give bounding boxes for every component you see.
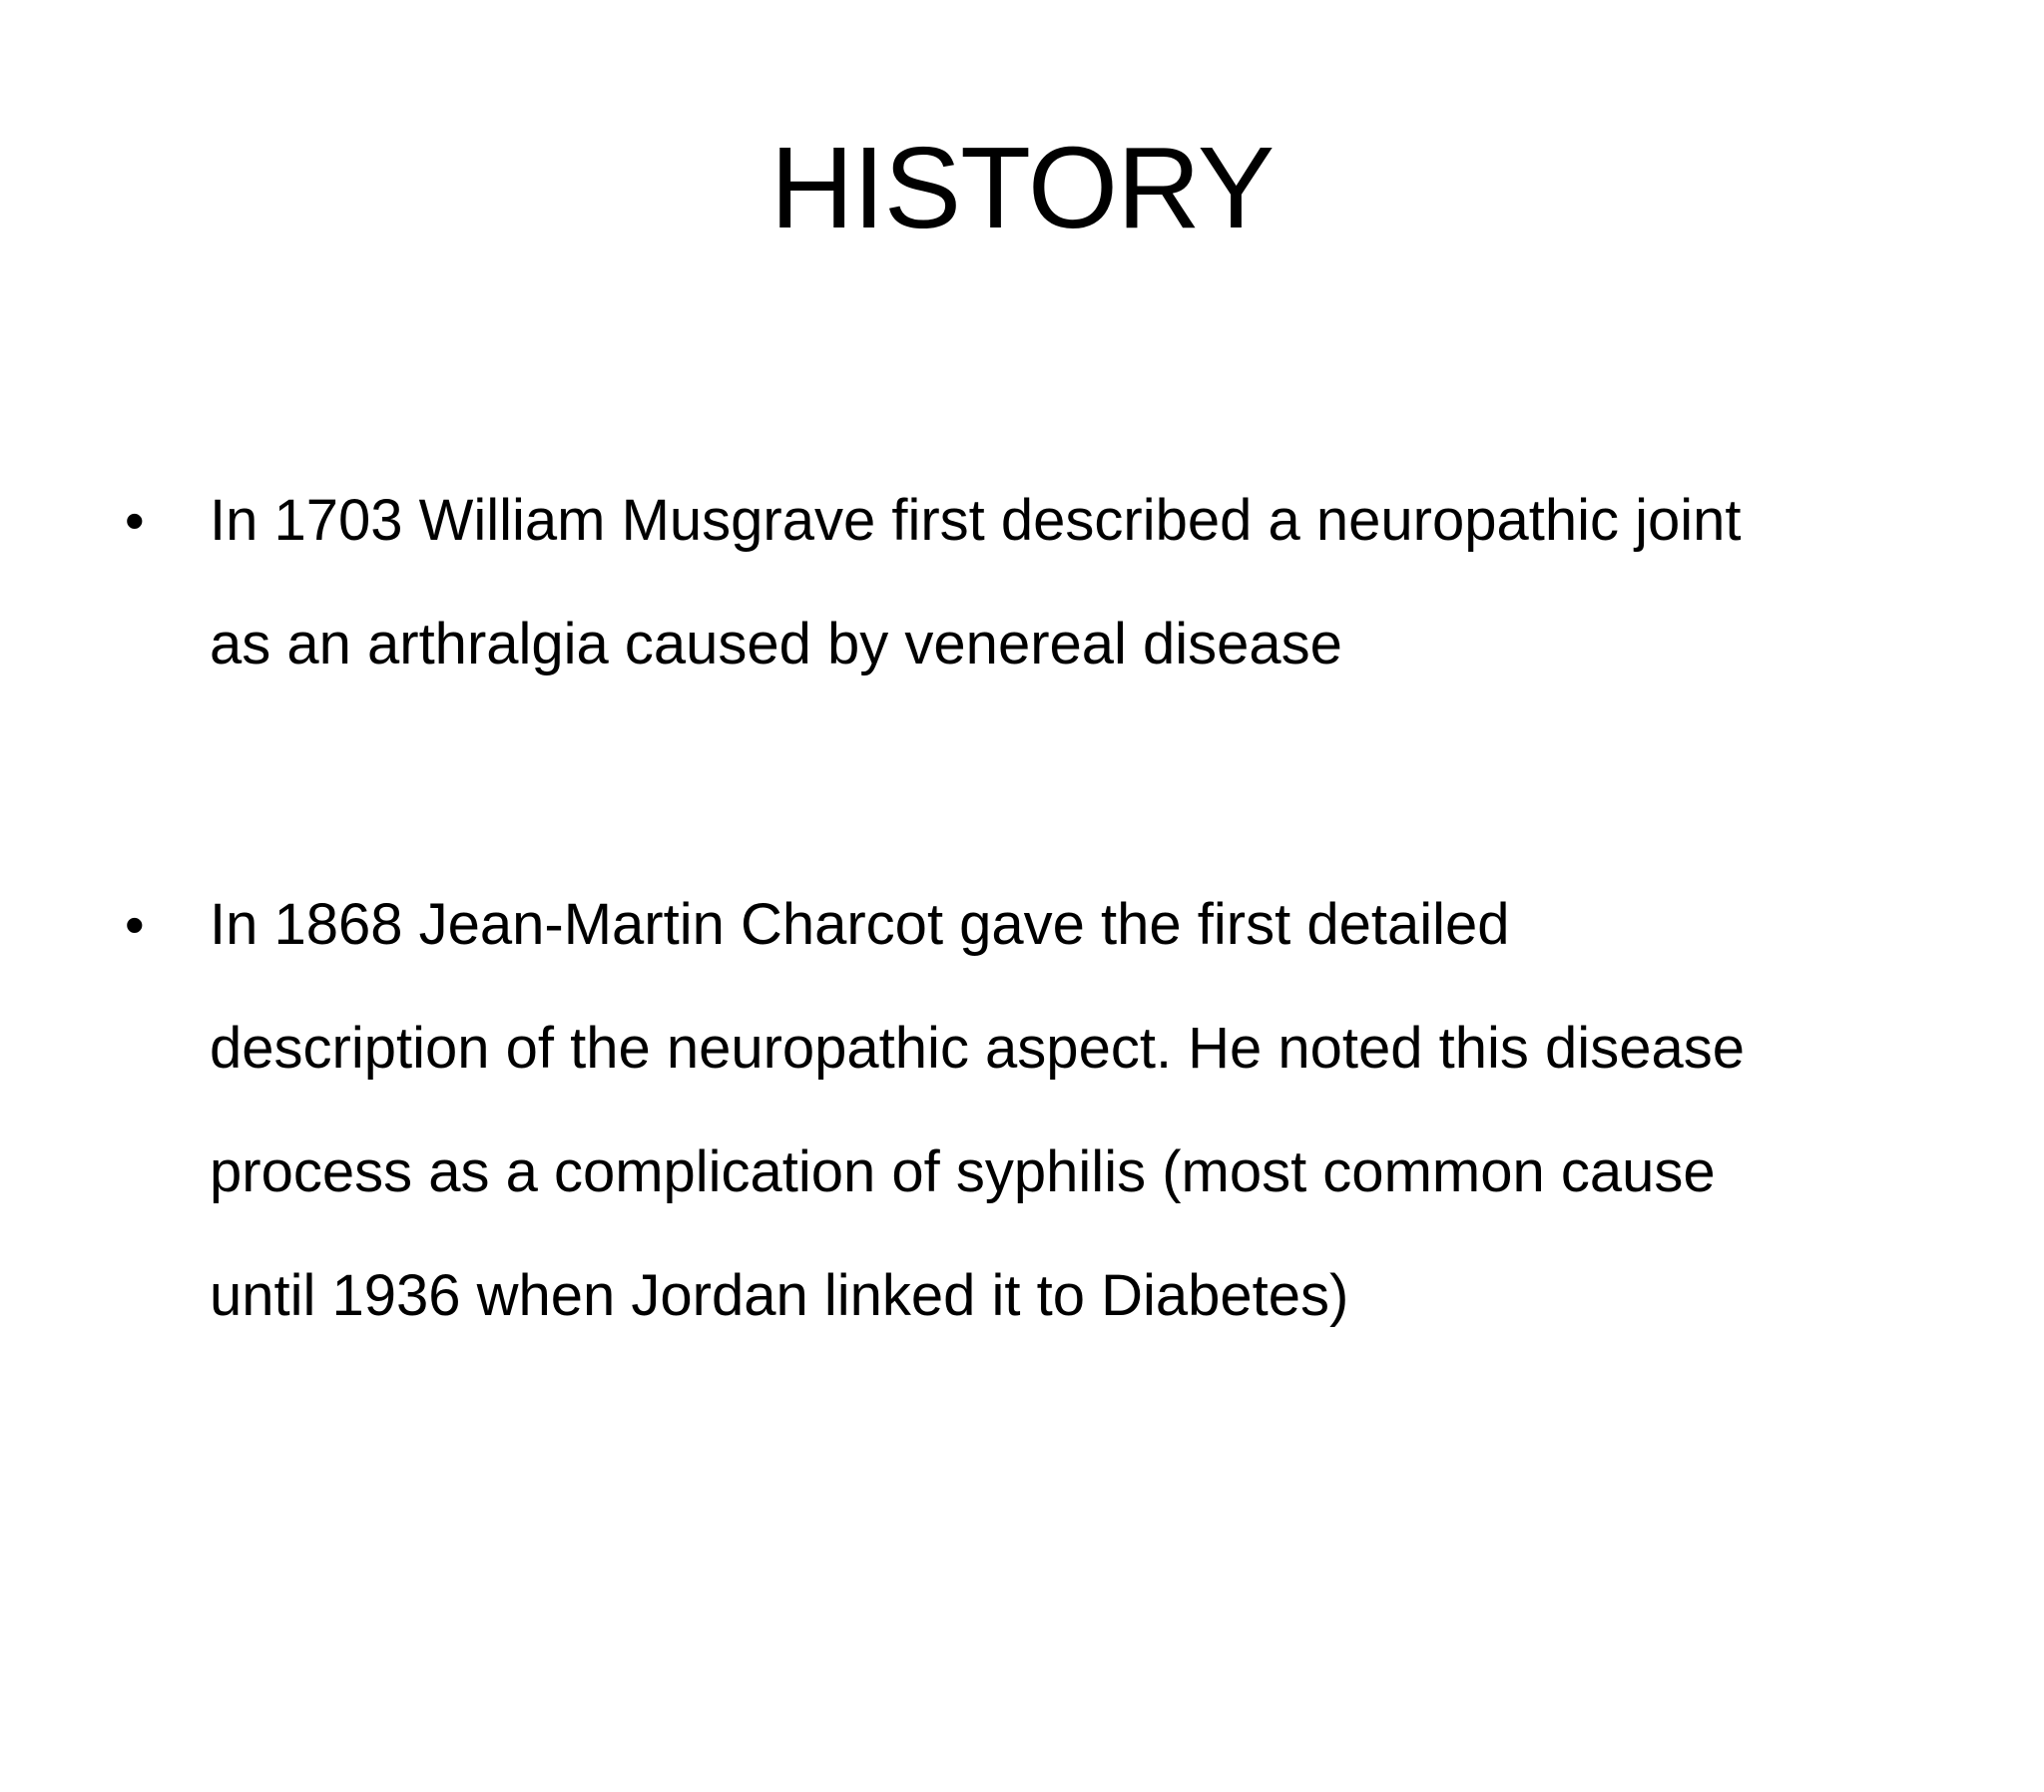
bullet-line: In 1868 Jean-Martin Charcot gave the first detailed bbox=[210, 892, 1510, 957]
bullet-text bbox=[210, 459, 2026, 706]
bullet-dot-icon: • bbox=[125, 893, 145, 956]
slide-title: HISTORY bbox=[769, 123, 1275, 252]
bullet-text bbox=[210, 863, 2026, 1358]
bullet-line: until 1936 when Jordan linked it to Diabetes) bbox=[210, 1263, 1349, 1328]
bullet-line: In 1703 William Musgrave first described a neuropathic joint bbox=[210, 488, 1742, 553]
bullet-line: process as a complication of syphilis (most common cause bbox=[210, 1139, 1716, 1204]
bullet-line: as an arthralgia caused by venereal disease bbox=[210, 612, 1342, 676]
bullet-line: description of the neuropathic aspect. He noted this disease bbox=[210, 1016, 1745, 1081]
bullet-dot-icon: • bbox=[125, 489, 145, 552]
